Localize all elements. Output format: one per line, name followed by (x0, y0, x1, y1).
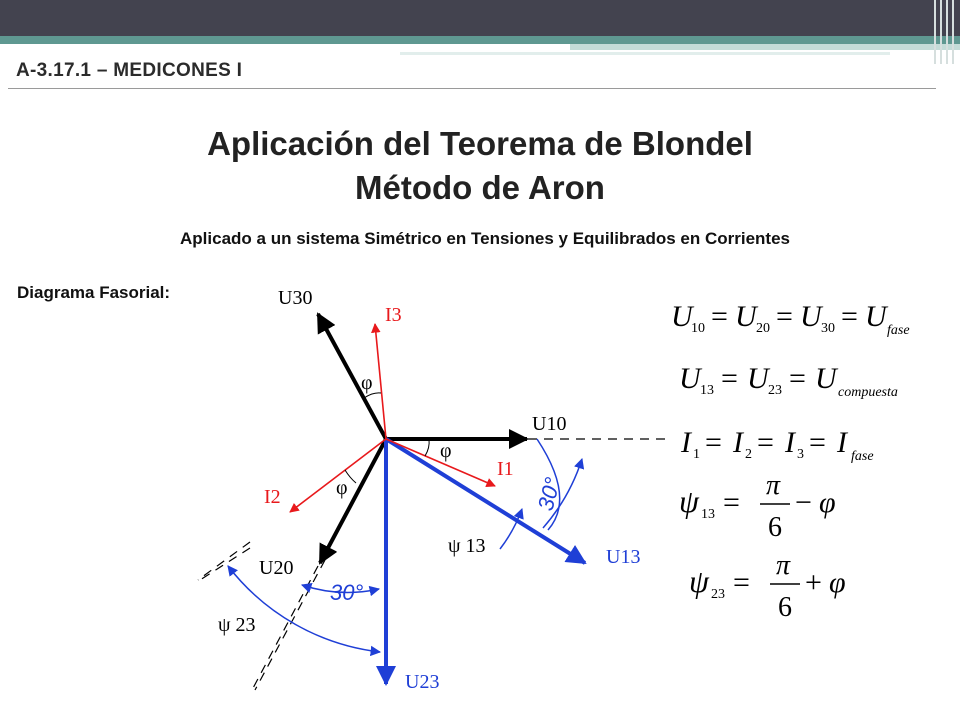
svg-text:=: = (733, 566, 750, 599)
svg-text:ψ: ψ (689, 563, 709, 599)
diagram-label: Diagrama Fasorial: (17, 283, 171, 302)
svg-text:=: = (711, 300, 728, 333)
equation-4 (679, 470, 836, 543)
svg-text:2: 2 (745, 447, 752, 462)
title-line-1: Aplicación del Teorema de Blondel (207, 125, 753, 162)
svg-text:=: = (723, 486, 740, 519)
svg-text:1: 1 (693, 447, 700, 462)
svg-text:U: U (815, 362, 837, 395)
svg-text:I: I (681, 426, 691, 459)
svg-text:23: 23 (711, 587, 725, 602)
label-phi-2: φ (336, 477, 348, 499)
svg-text:fase: fase (887, 323, 910, 338)
svg-text:π: π (776, 550, 791, 581)
svg-text:13: 13 (701, 507, 715, 522)
section-code: A-3.17.1 – MEDICONES I (16, 60, 243, 81)
svg-text:U: U (747, 362, 769, 395)
label-psi23: ψ 23 (218, 614, 256, 636)
label-u13: U13 (606, 546, 641, 568)
arc-psi23 (228, 566, 380, 652)
svg-text:30: 30 (821, 321, 835, 336)
equation-3 (680, 426, 874, 464)
svg-text:φ: φ (819, 486, 836, 519)
svg-text:=: = (757, 426, 774, 459)
dashed-u20-extension (252, 566, 318, 690)
svg-text:I: I (785, 426, 795, 459)
equation-1 (671, 300, 910, 338)
svg-text:fase: fase (851, 449, 874, 464)
svg-text:φ: φ (829, 566, 846, 599)
phasor-i2 (290, 439, 386, 512)
svg-text:U: U (735, 300, 757, 333)
equation-5 (689, 550, 846, 623)
label-i1: I1 (497, 458, 514, 480)
svg-text:=: = (841, 300, 858, 333)
phasor-u20 (320, 439, 386, 563)
svg-text:20: 20 (756, 321, 770, 336)
label-u20: U20 (259, 557, 294, 579)
title-line-2: Método de Aron (355, 169, 605, 206)
svg-text:=: = (809, 426, 826, 459)
svg-text:−: − (795, 486, 812, 519)
svg-text:=: = (721, 362, 738, 395)
equation-2 (679, 362, 898, 400)
page-subtitle: Aplicado a un sistema Simétrico en Tensiones y Equilibrados en Corrientes (180, 229, 790, 248)
label-psi13: ψ 13 (448, 535, 486, 557)
svg-text:6: 6 (768, 512, 782, 543)
label-u10: U10 (532, 413, 567, 435)
label-i2: I2 (264, 486, 281, 508)
svg-text:13: 13 (700, 383, 714, 398)
svg-text:U: U (671, 300, 693, 333)
svg-text:ψ: ψ (679, 483, 699, 519)
dashed-u13-back (198, 542, 250, 580)
label-i3: I3 (385, 304, 402, 326)
svg-text:I: I (837, 426, 847, 459)
svg-text:=: = (776, 300, 793, 333)
svg-text:U: U (800, 300, 822, 333)
svg-text:10: 10 (691, 321, 705, 336)
label-30-right: 30° (532, 474, 566, 514)
svg-text:U: U (679, 362, 701, 395)
phi-arc-1 (425, 439, 429, 456)
svg-text:compuesta: compuesta (838, 385, 898, 400)
label-30-left: 30° (330, 580, 364, 605)
label-u23: U23 (405, 671, 440, 693)
svg-text:=: = (789, 362, 806, 395)
equations-panel (665, 290, 955, 630)
svg-text:+: + (805, 566, 822, 599)
svg-text:6: 6 (778, 592, 792, 623)
label-phi-1: φ (440, 440, 452, 462)
svg-text:=: = (705, 426, 722, 459)
svg-text:3: 3 (797, 447, 804, 462)
svg-text:π: π (766, 470, 781, 501)
svg-text:U: U (865, 300, 887, 333)
svg-text:I: I (733, 426, 743, 459)
label-u30: U30 (278, 287, 313, 309)
svg-text:23: 23 (768, 383, 782, 398)
label-phi-3: φ (361, 372, 373, 394)
